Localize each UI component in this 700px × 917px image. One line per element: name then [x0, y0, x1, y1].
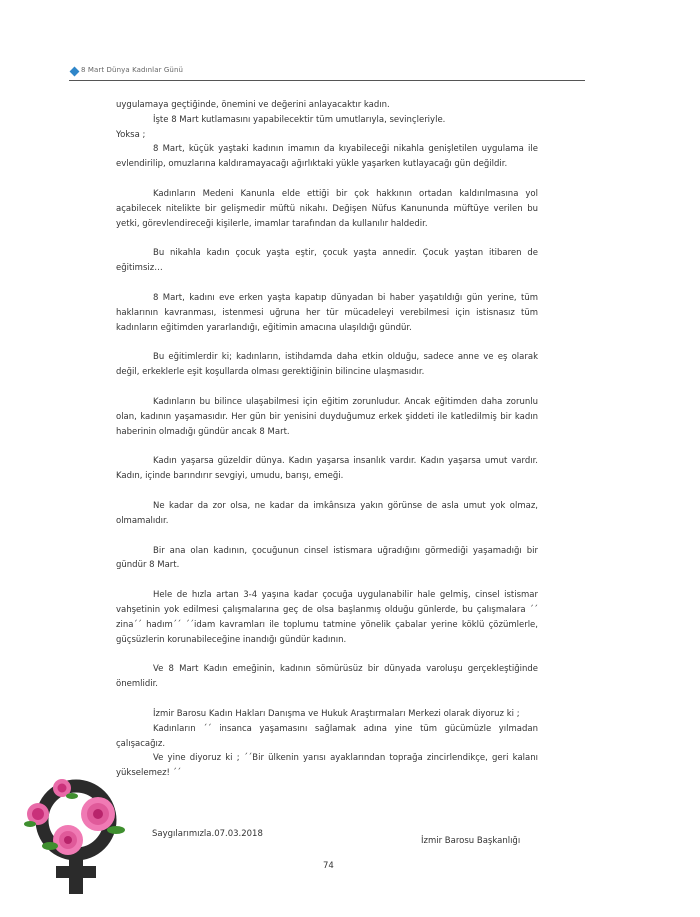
paragraph: Yoksa ; — [116, 129, 146, 140]
paragraph: Bu nikahla kadın çocuk yaşta eştir, çocuk yaşta annedir. Çocuk yaştan itibaren de eğitimsiz… — [116, 248, 538, 274]
paragraph: Ve yine diyoruz ki ; ´´Bir ülkenin yarısı ayaklarından toprağa zincirlendikçe, geri kalanı yükselemez! ´´ — [116, 753, 538, 779]
paragraph: Hele de hızla artan 3-4 yaşına kadar çocuğa uygulanabilir hale gelmiş, cinsel istismar vahşetinin yok edilmesi çalışmalarına geç de olsa başlanmış olduğu günlerde, bu çalışmalara ´´ zina´´ hadım´´ ´´idam kavramları ile toplumu tatmine yönelik çabalar yerine köklü çözümlerle, güçsüzlerin korunabileceğine inandığı gündür kadının. — [116, 590, 538, 645]
paragraph: Bu eğitimlerdir ki; kadınların, istihdamda daha etkin olduğu, sadece anne ve eş olarak değil, erkeklerle eşit koşullarda olması gerektiğinin bilincine ulaşmasıdır. — [116, 352, 538, 378]
article-body — [116, 98, 538, 781]
paragraph: Ve 8 Mart Kadın emeğinin, kadının sömürüsüz bir dünyada varoluşu gerçekleştiğinde önemlidir. — [116, 664, 538, 690]
venus-rose-emblem-icon — [20, 774, 132, 898]
paragraph: İşte 8 Mart kutlamasını yapabilecektir tüm umutlarıyla, sevinçleriyle. — [153, 114, 446, 125]
page-number: 74 — [323, 861, 334, 871]
paragraph: Kadınların bu bilince ulaşabilmesi için eğitim zorunludur. Ancak eğitimden daha zorunlu olan, kadının yaşamasıdır. Her gün bir yenisini duyduğumuz erkek şiddeti ile katledilmiş bir kadın haberinin olmadığı gündür ancak 8 Mart. — [116, 396, 538, 437]
paragraph: Kadın yaşarsa güzeldir dünya. Kadın yaşarsa insanlık vardır. Kadın yaşarsa umut vardır. Kadın, içinde barındırır sevgiyi, umudu, barışı, emeği. — [116, 456, 538, 482]
paragraph: 8 Mart, kadını eve erken yaşta kapatıp dünyadan bi haber yaşatıldığı gün yerine, tüm haklarının kavranması, istenmesi uğruna her tür mücadeleyi verebilmesi için istisnasız tüm kadınların eğitimden yararlandığı, eğitimin amacına ulaşıldığı gündür. — [116, 292, 538, 333]
paragraph: İzmir Barosu Kadın Hakları Danışma ve Hukuk Araştırmaları Merkezi olarak diyoruz ki ; — [153, 708, 520, 719]
header-title: 8 Mart Dünya Kadınlar Günü — [81, 66, 184, 74]
signer-name: İzmir Barosu Başkanlığı — [421, 836, 521, 846]
paragraph: Kadınların ´´ insanca yaşamasını sağlamak adına yine tüm gücümüzle yılmadan çalışacağız. — [116, 723, 538, 749]
diamond-bullet-icon — [70, 67, 80, 77]
rose-right — [81, 797, 125, 834]
paragraph: uygulamaya geçtiğinde, önemini ve değerini anlayacaktır kadın. — [116, 100, 390, 110]
closing-greeting: Saygılarımızla.07.03.2018 — [152, 829, 263, 839]
paragraph: Ne kadar da zor olsa, ne kadar da imkânsıza yakın görünse de asla umut yok olmaz, olmamalıdır. — [116, 500, 538, 526]
paragraph: Kadınların Medeni Kanunla elde ettiği bir çok hakkının ortadan kaldırılmasına yol açabilecek nitelikte bir gelişmedir müftü nikahı. Değişen Nüfus Kanununda müftüye verilen bu yetki, görevlendireceği kişilerle, imamlar tarafından da kullanılır haldedir. — [116, 188, 538, 229]
running-header — [69, 66, 585, 81]
paragraph: 8 Mart, küçük yaştaki kadının imamın da kıyabileceği nikahla genişletilen uygulama ile evlendirilip, omuzlarına kaldıramayacağı ağırlıktaki yükle yaşarken kutlayacağı gün değildir. — [116, 144, 538, 170]
paragraph: Bir ana olan kadının, çocuğunun cinsel istismara uğradığını görmediği yaşamadığı bir gündür 8 Mart. — [116, 545, 538, 571]
